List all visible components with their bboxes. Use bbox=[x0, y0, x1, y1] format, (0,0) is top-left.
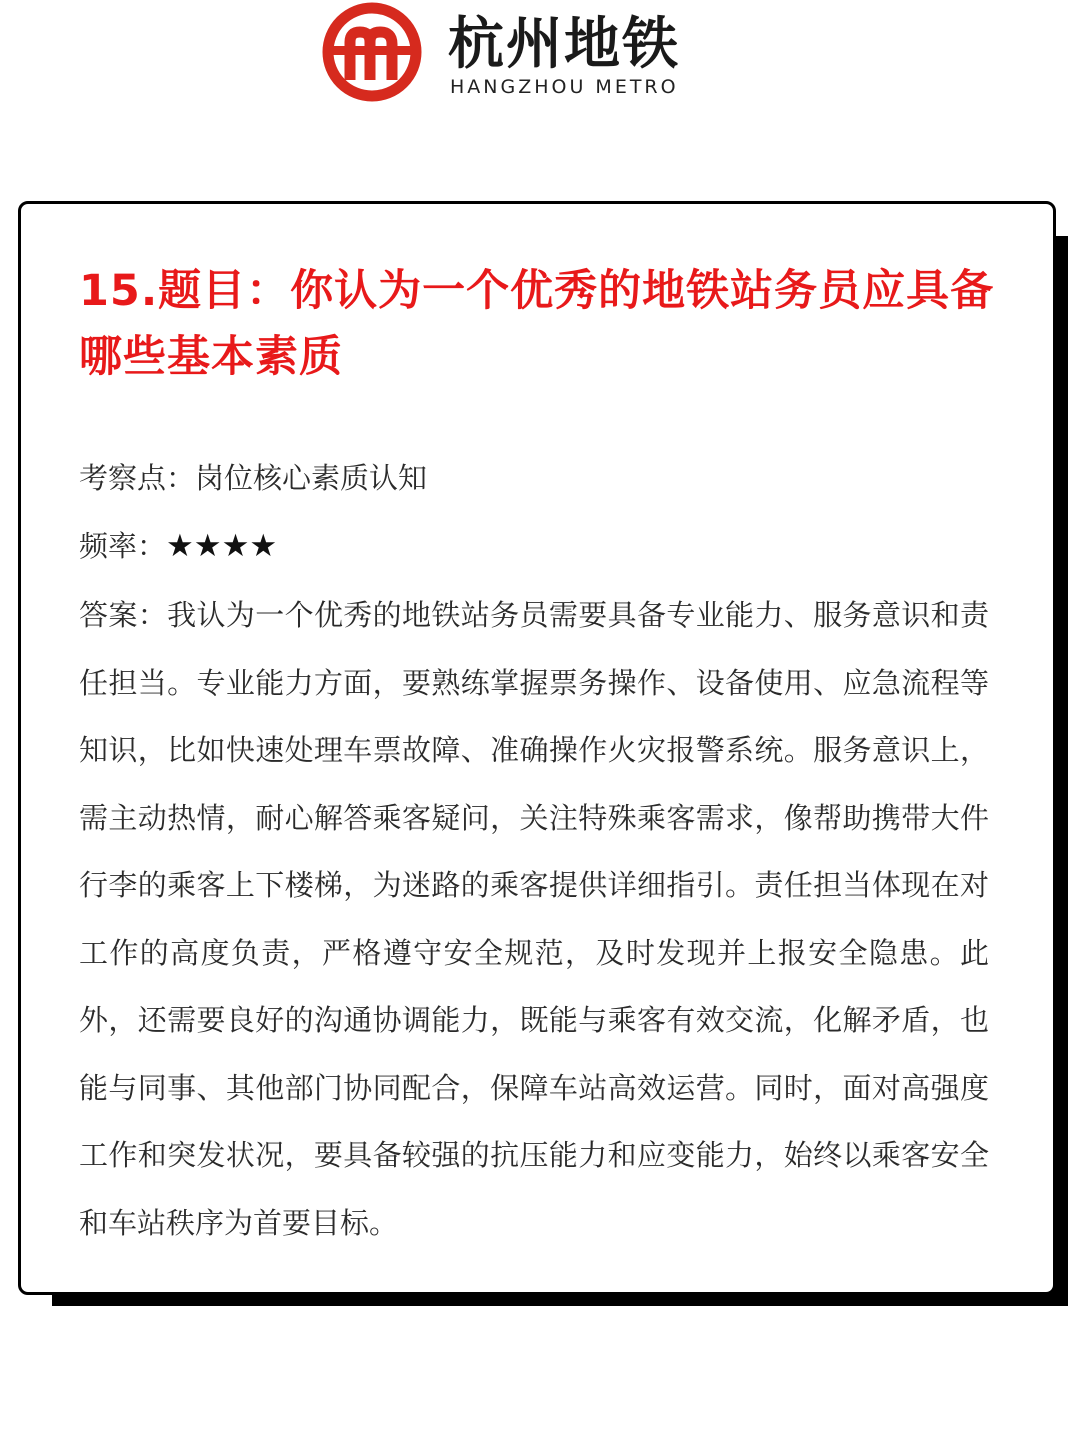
logo-english-text: HANGZHOU METRO bbox=[450, 76, 679, 98]
hangzhou-metro-logo-icon bbox=[322, 2, 422, 102]
answer-label: 答案： bbox=[79, 598, 168, 632]
frequency bbox=[79, 526, 999, 566]
exam-point bbox=[79, 458, 999, 498]
exam-point-value: 岗位核心素质认知 bbox=[195, 461, 428, 495]
answer-text: 我认为一个优秀的地铁站务员需要具备专业能力、服务意识和责任担当。专业能力方面，要熟练掌握票务操作、设备使用、应急流程等知识，比如快速处理车票故障、准确操作火灾报警系统。服务意识上，需主动热情，耐心解答乘客疑问，关注特殊乘客需求，像帮助携带大件行李的乘客上下楼梯，为迷路的乘客提供详细指引。责任担当体现在对工作的高度负责，严格遵守安全规范，及时发现并上报安全隐患。此外，还需要良好的沟通协调能力，既能与乘客有效交流，化解矛盾，也能与同事、其他部门协同配合，保障车站高效运营。同时，面对高强度工作和突发状况，要具备较强的抗压能力和应变能力，始终以乘客安全和车站秩序为首要目标。 bbox=[79, 598, 989, 1240]
frequency-label: 频率： bbox=[79, 529, 167, 563]
question-card bbox=[18, 201, 1056, 1295]
frequency-stars: ★★★★ bbox=[166, 528, 278, 564]
answer-paragraph bbox=[79, 582, 989, 1257]
exam-point-label: 考察点： bbox=[79, 461, 196, 495]
question-title: 15.题目：你认为一个优秀的地铁站务员应具备哪些基本素质 bbox=[79, 266, 995, 382]
logo-chinese-text: 杭州地铁 bbox=[448, 12, 680, 77]
hangzhou-metro-logo bbox=[322, 0, 722, 110]
